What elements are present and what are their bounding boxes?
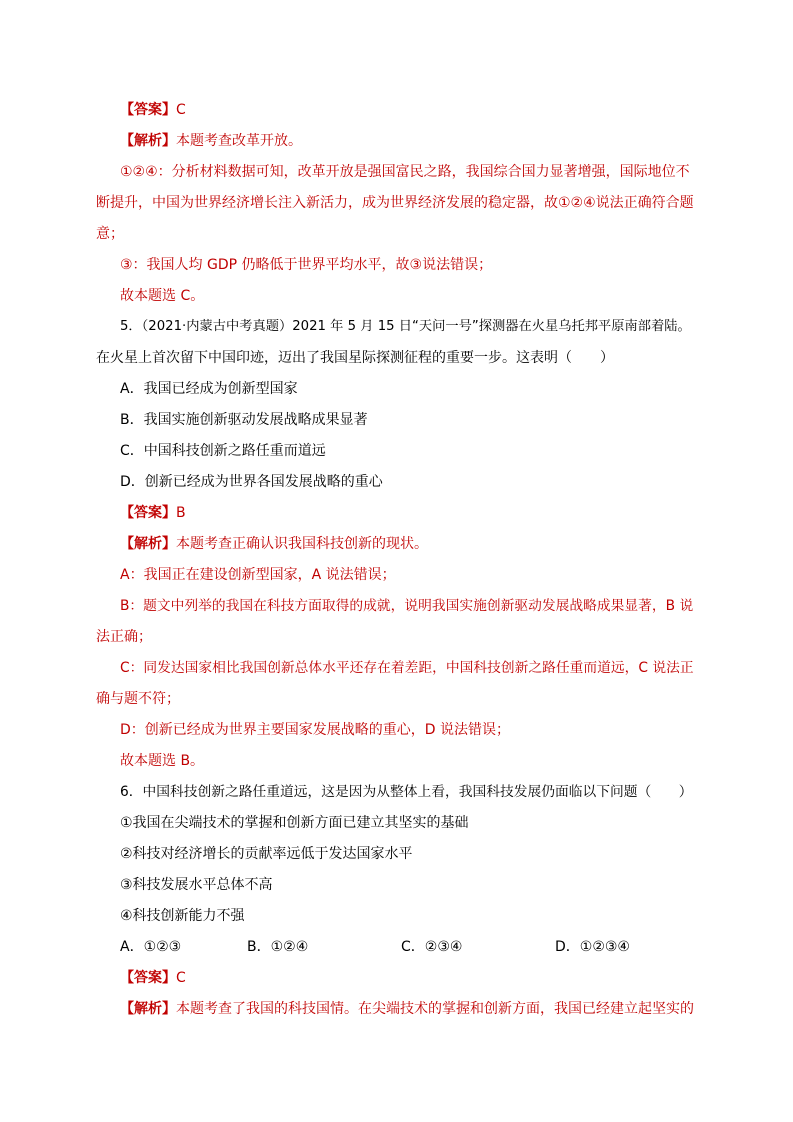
answer-value: C — [176, 970, 186, 986]
q4-analysis-line: 断提升，中国为世界经济增长注入新活力，成为世界经济发展的稳定器，故①②④说法正确符合题 — [96, 195, 694, 211]
q4-analysis — [120, 131, 700, 151]
analysis-text: 本题考查了我国的科技国情。在尖端技术的掌握和创新方面，我国已经建立起坚实的 — [176, 1001, 694, 1017]
q5-analysis — [120, 534, 700, 554]
q6-item-3: ③科技发展水平总体不高 — [120, 877, 273, 893]
analysis-label: 【解析】 — [120, 1001, 176, 1017]
q6-item-4: ④科技创新能力不强 — [120, 908, 245, 924]
q5-analysis-line: A：我国正在建设创新型国家，A 说法错误； — [120, 567, 396, 583]
q6-answer — [120, 968, 700, 988]
q5-option-c: C．中国科技创新之路任重而道远 — [120, 443, 326, 459]
q6-stem: 6．中国科技创新之路任重道远，这是因为从整体上看，我国科技发展仍面临以下问题（ ） — [120, 784, 693, 800]
q5-analysis-line: C：同发达国家相比我国创新总体水平还存在着差距，中国科技创新之路任重而道远，C 说法正 — [120, 660, 694, 676]
answer-value: C — [176, 102, 186, 118]
q5-answer — [120, 503, 700, 523]
answer-value: B — [176, 505, 186, 521]
q5-analysis-line: D：创新已经成为世界主要国家发展战略的重心，D 说法错误； — [120, 722, 511, 738]
q4-conclusion: 故本题选 C。 — [120, 288, 205, 304]
q5-analysis-line: 确与题不符； — [96, 691, 180, 707]
analysis-text: 本题考查正确认识我国科技创新的现状。 — [176, 536, 428, 552]
q5-stem: 在火星上首次留下中国印迹，迈出了我国星际探测征程的重要一步。这表明（ ） — [96, 350, 614, 366]
q4-answer — [120, 100, 700, 120]
q4-analysis-line: 意； — [96, 226, 124, 242]
analysis-label: 【解析】 — [120, 133, 176, 149]
q5-conclusion: 故本题选 B。 — [120, 753, 205, 769]
q5-analysis-line: 法正确； — [96, 629, 152, 645]
answer-label: 【答案】 — [120, 505, 176, 521]
q6-item-2: ②科技对经济增长的贡献率远低于发达国家水平 — [120, 846, 413, 862]
q5-option-a: A．我国已经成为创新型国家 — [120, 381, 298, 397]
q6-option-a: A．①②③ — [120, 939, 182, 955]
analysis-label: 【解析】 — [120, 536, 176, 552]
q4-analysis-line: ③：我国人均 GDP 仍略低于世界平均水平，故③说法错误； — [120, 257, 493, 273]
q5-stem: 5．（2021·内蒙古中考真题）2021 年 5 月 15 日“天问一号”探测器在火星乌托邦平原南部着陆。 — [120, 319, 691, 334]
answer-label: 【答案】 — [120, 970, 176, 986]
q6-item-1: ①我国在尖端技术的掌握和创新方面已建立其坚实的基础 — [120, 815, 469, 831]
answer-label: 【答案】 — [120, 102, 176, 118]
analysis-text: 本题考查改革开放。 — [176, 133, 302, 149]
q6-analysis — [120, 999, 700, 1019]
q6-options — [120, 937, 700, 957]
q4-analysis-line: ①②④：分析材料数据可知，改革开放是强国富民之路，我国综合国力显著增强，国际地位不 — [120, 164, 690, 180]
q5-analysis-line: B：题文中列举的我国在科技方面取得的成就，说明我国实施创新驱动发展战略成果显著，B 说 — [120, 598, 694, 614]
q6-option-d: D．①②③④ — [555, 939, 630, 955]
q5-option-b: B．我国实施创新驱动发展战略成果显著 — [120, 412, 368, 428]
q6-option-c: C．②③④ — [401, 939, 463, 955]
q6-option-b: B．①②④ — [247, 939, 309, 955]
q5-option-d: D．创新已经成为世界各国发展战略的重心 — [120, 474, 383, 490]
